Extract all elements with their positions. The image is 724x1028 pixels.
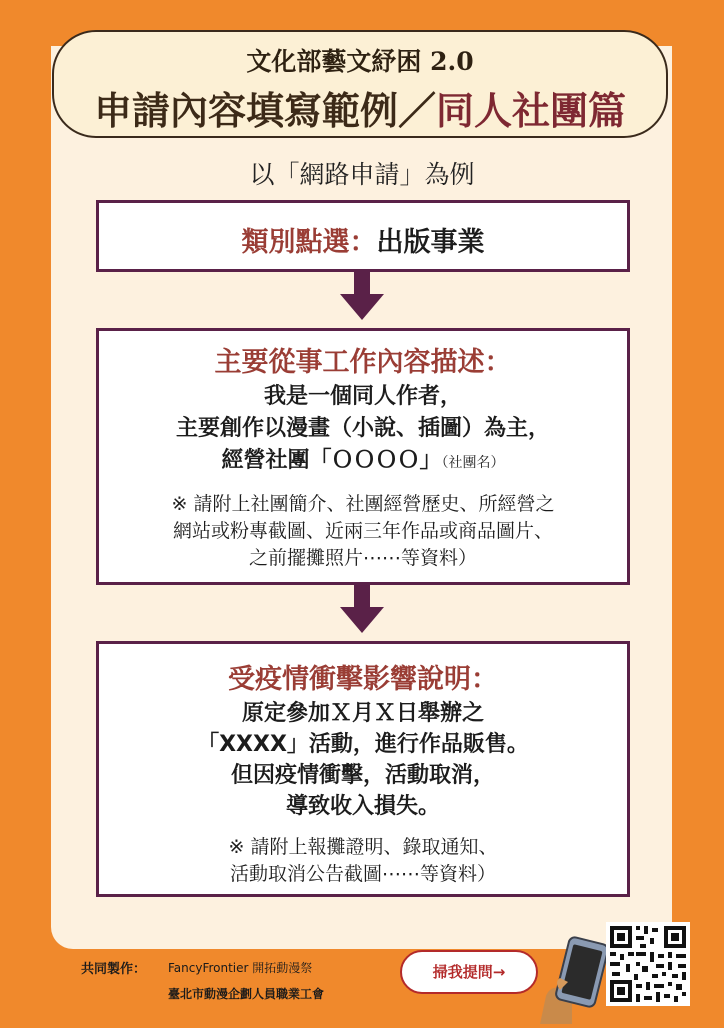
title-main-text: 申請內容填寫範例／ bbox=[93, 88, 436, 133]
credits-org-union: 臺北市動漫企劃人員職業工會 bbox=[168, 987, 325, 1001]
impact-note-line: 活動取消公告截圖⋯⋯等資料） bbox=[229, 863, 496, 885]
credits-org-fancyfrontier: FancyFrontier 開拓動漫祭 bbox=[168, 961, 313, 975]
impact-line: 導致收入損失。 bbox=[285, 794, 440, 819]
impact-note-line: ※ 請附上報攤證明、錄取通知、 bbox=[228, 836, 498, 858]
title-banner bbox=[52, 30, 668, 138]
category-box bbox=[96, 200, 630, 272]
impact-line: 「XXXX」活動，進行作品販售。 bbox=[197, 732, 529, 757]
attachment-note-line: ※ 請附上社團簡介、社團經營歷史、所經營之 bbox=[171, 493, 555, 515]
hand-phone-icon bbox=[532, 930, 612, 1024]
title-accent-text: 同人社團篇 bbox=[436, 88, 627, 133]
scan-to-ask-bubble: 掃我提問→ bbox=[400, 950, 538, 994]
work-description-box bbox=[96, 328, 630, 585]
work-description-heading: 主要從事工作內容描述： bbox=[214, 347, 512, 378]
page-title bbox=[54, 80, 666, 135]
qr-code-icon[interactable] bbox=[606, 922, 690, 1006]
description-line: 我是一個同人作者， bbox=[263, 384, 462, 409]
impact-line: 但因疫情衝擊，活動取消， bbox=[230, 763, 495, 788]
attachment-note-line: 之前擺攤照片⋯⋯等資料） bbox=[248, 547, 477, 569]
description-line bbox=[99, 445, 627, 479]
title-program: 文化部藝文紓困 2.0 bbox=[246, 47, 474, 76]
impact-heading: 受疫情衝擊影響說明： bbox=[228, 664, 498, 695]
category-value: 出版事業 bbox=[376, 227, 485, 258]
subtitle: 以「網路申請」為例 bbox=[249, 160, 475, 189]
attachment-note-line: 網站或粉專截圖、近兩三年作品或商品圖片、 bbox=[172, 520, 553, 542]
club-name-note: （社團名） bbox=[441, 455, 505, 471]
impact-description-box bbox=[96, 641, 630, 897]
credits-label: 共同製作： bbox=[81, 962, 147, 977]
impact-line: 原定參加Ｘ月Ｘ日舉辦之 bbox=[241, 701, 484, 726]
description-line: 主要創作以漫畫（小說、插圖）為主， bbox=[175, 416, 550, 441]
club-name-line: 經營社團「ＯＯＯＯ」 bbox=[221, 448, 442, 473]
category-label: 類別點選： bbox=[241, 227, 377, 258]
